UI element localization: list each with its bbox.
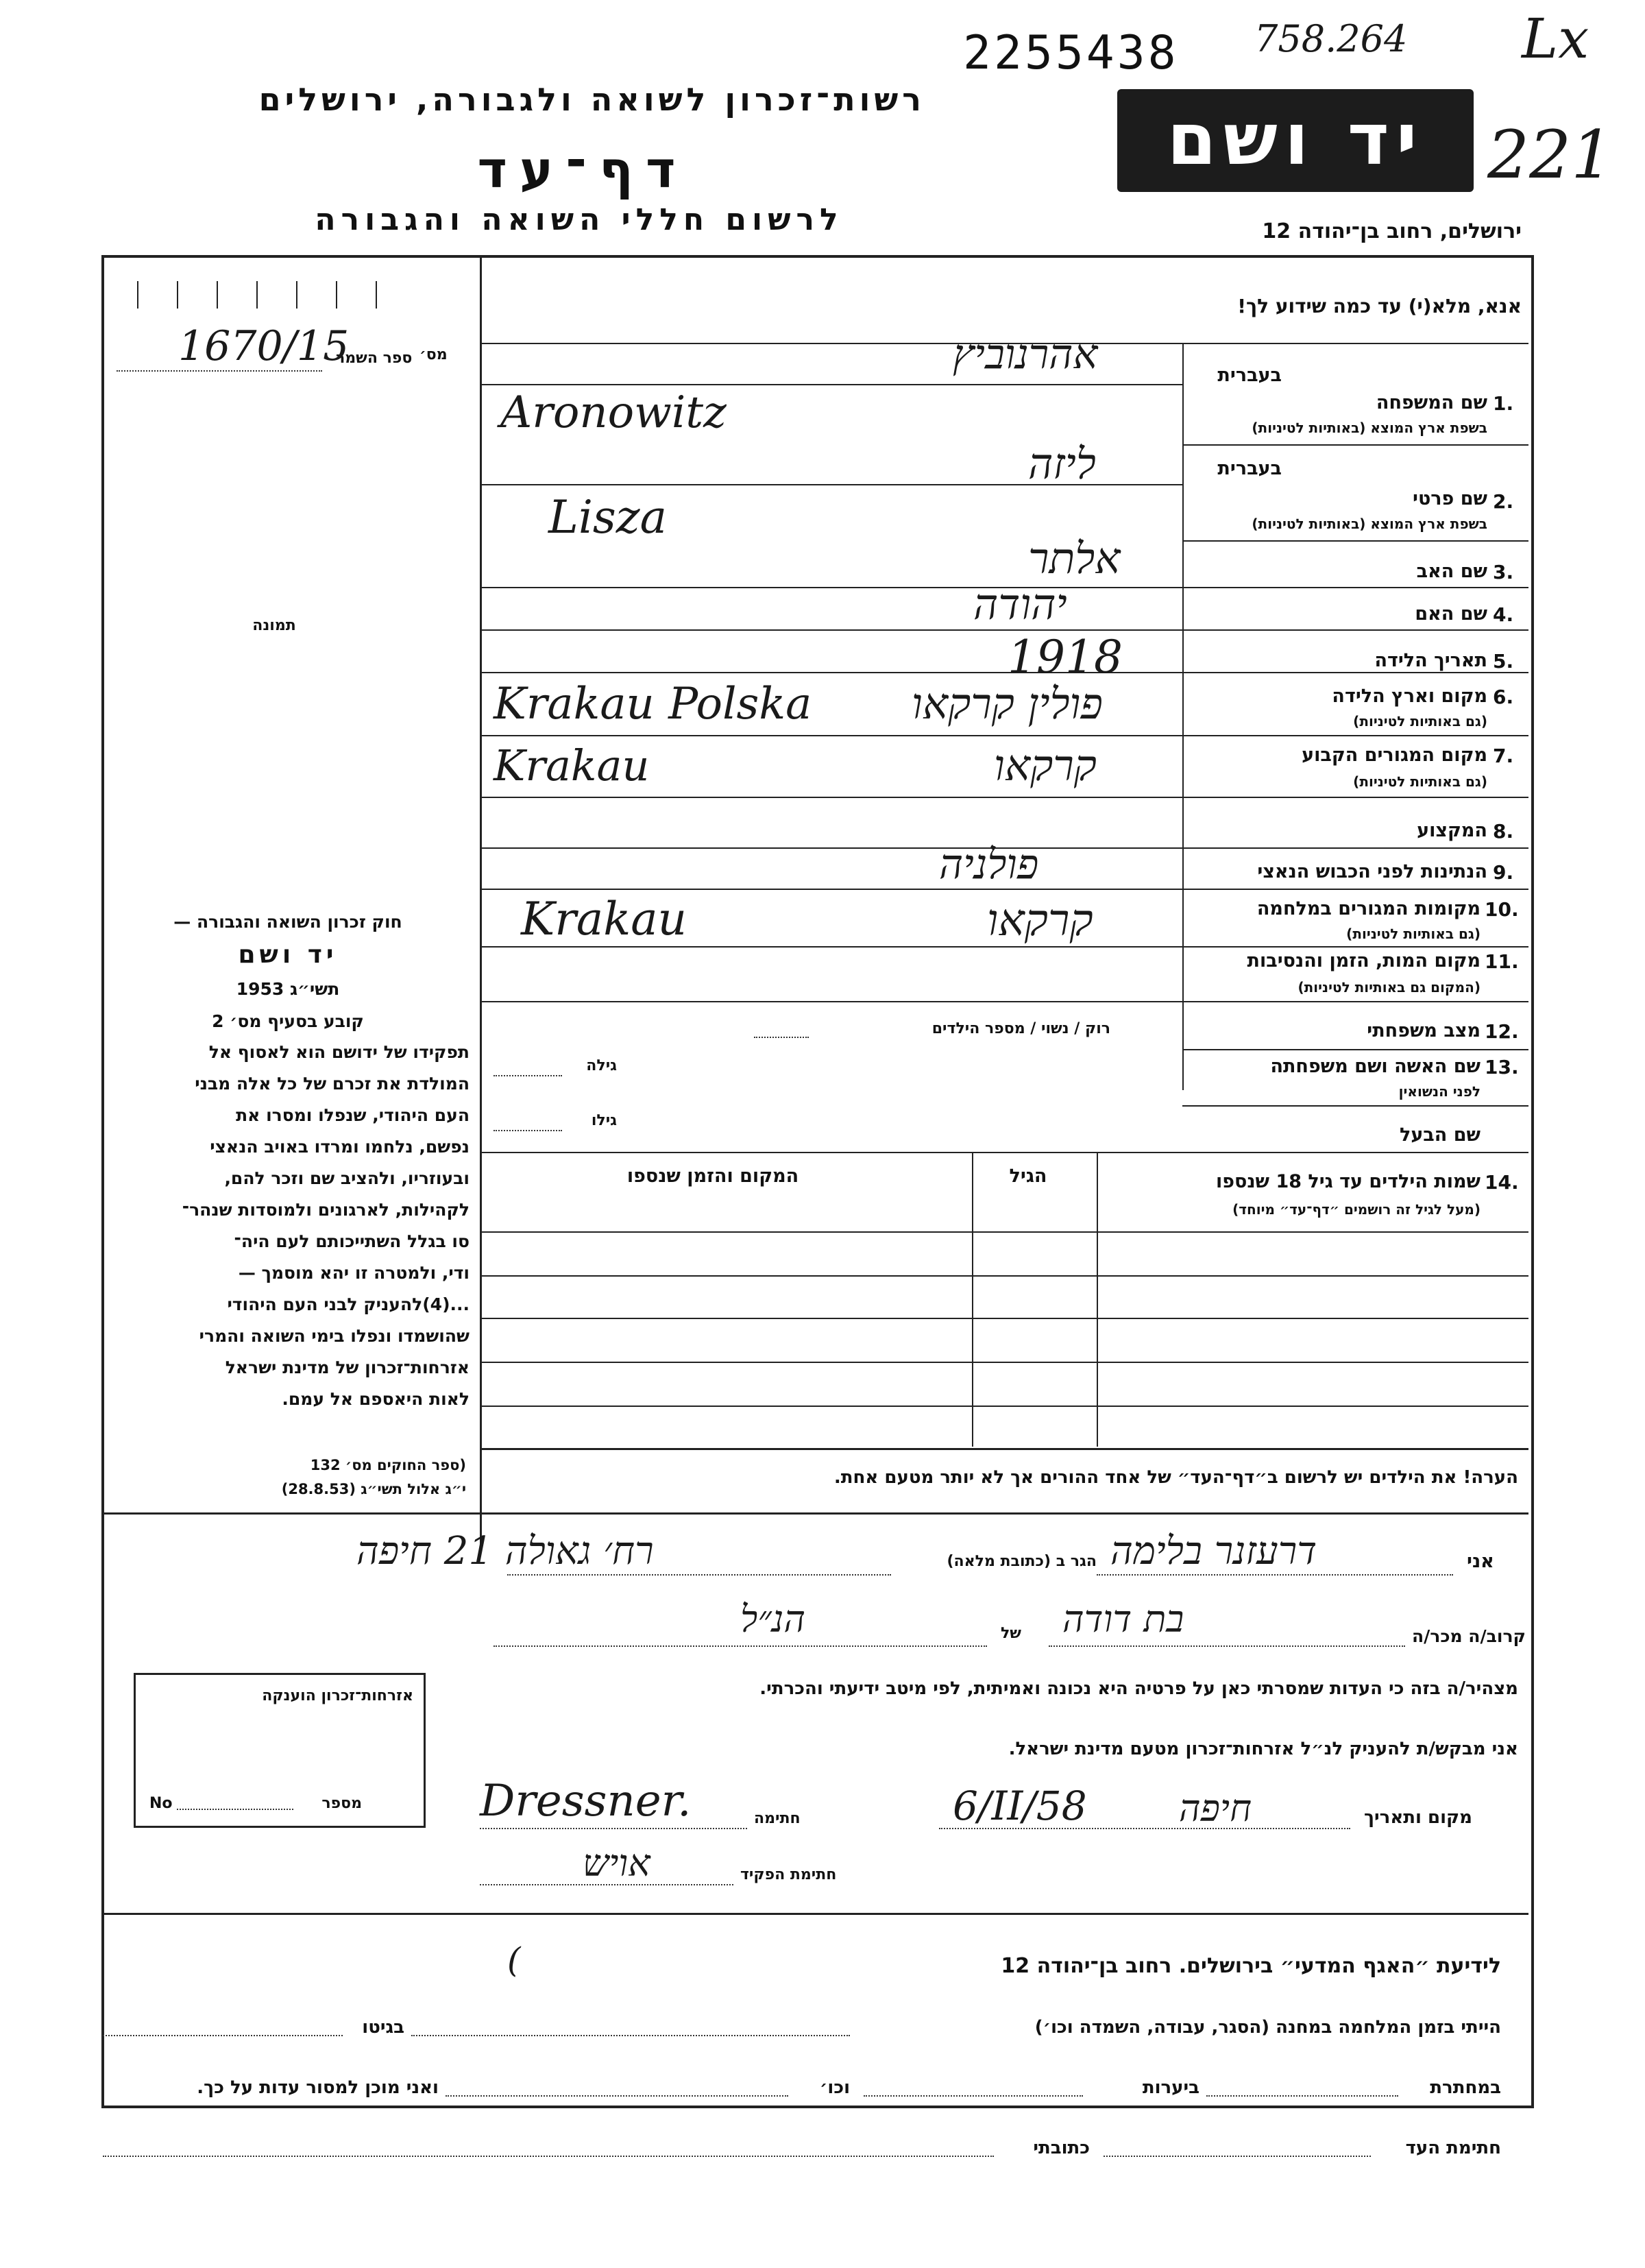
field-10-sub: (גם באותיות לטיניות)	[1346, 926, 1480, 942]
right-column-divider	[1182, 343, 1184, 1090]
law-name: יד ושם	[238, 941, 338, 969]
footer-line2-etc: וכו׳	[819, 2077, 850, 2098]
decl-signature-label: חתימה	[754, 1810, 801, 1827]
decl-witness-address: רח׳ גאולה 21 חיפה	[356, 1529, 654, 1573]
intro-instruction: אנא, מלא(י) עד כמה שידוע לך!	[1237, 295, 1522, 317]
law-reference: (ספר החוקים מס׳ 132	[310, 1457, 466, 1473]
law-year: תשי״ג 1953	[236, 979, 340, 999]
field-7-sub: (גם באותיות לטיניות)	[1353, 773, 1487, 790]
field-13-age-husband: גילו	[591, 1112, 617, 1129]
footer-line3-address: כתובתי	[1033, 2138, 1090, 2158]
decl-officer-label: חתימת הפקיד	[740, 1866, 837, 1883]
decl-resident: הגר ב (כתובת מלאה)	[947, 1553, 1097, 1570]
law-text-line: שהושמדו ונפלו בימי השואה והמרי	[199, 1326, 470, 1346]
photo-label: תמונה	[252, 617, 296, 634]
footer-line2-forests: ביערות	[1142, 2077, 1199, 2098]
decl-relation-of: הנ״ל	[740, 1597, 805, 1641]
field-1-lang: בעברית	[1217, 365, 1282, 386]
children-col-place: המקום והזמן שנספו	[626, 1166, 799, 1187]
decl-witness-name: דרעזנר בלימה	[1110, 1529, 1317, 1573]
field-1-value-latin: Aronowitz	[500, 387, 727, 438]
law-text-line: ודי, ולמטרה זו יהא מוסמך —	[238, 1263, 470, 1283]
decl-place-date: מקום ותאריך	[1364, 1807, 1472, 1828]
law-text-line: תפקידו של ידושם הוא לאסוף אל	[208, 1042, 470, 1062]
field-6-value-hebrew: פולין קרקאו	[912, 679, 1103, 729]
field-11-label: מקום המות, הזמן והנסיבות	[1247, 950, 1480, 972]
field-1-value-hebrew: אהרנוביץ	[953, 330, 1098, 378]
children-label: שמות הילדים עד גיל 18 שנספו	[1215, 1171, 1480, 1192]
field-12-number: 12.	[1485, 1020, 1519, 1043]
field-2-value-latin: Lisza	[548, 491, 667, 544]
decl-of: של	[1001, 1625, 1021, 1642]
field-13-label: שם האשה ושם משפחתה	[1270, 1056, 1480, 1077]
field-3-label: שם האב	[1416, 561, 1487, 582]
decl-relation: בת דודה	[1062, 1597, 1184, 1641]
law-text-line: אזרחות־זכרון של מדינת ישראל	[225, 1358, 470, 1377]
registry-label-book: ספר השמר	[336, 350, 413, 367]
law-text-line: ...(4)להעניק לבני העם היהודי	[227, 1294, 470, 1314]
field-2-number: 2.	[1493, 490, 1514, 513]
page-number: 221	[1487, 117, 1613, 193]
decl-date-value: 6/II/58	[953, 1783, 1087, 1829]
footer-line1-camp: הייתי בזמן המלחמה במחנה (הסגר, עבודה, השמדה וכו׳)	[1034, 2017, 1501, 2038]
decl-request: אני מבקש/ת להעניק לנ״ל אזרחות־זכרון מטעם מדינת ישראל.	[1008, 1739, 1518, 1759]
field-1-sub: בשפת ארץ המוצא (באותיות לטיניות)	[1252, 420, 1487, 436]
law-text-line: לקהילות, לארגונים ולמוסדות שנהר־	[182, 1200, 470, 1220]
decl-officer-value: אויש	[583, 1842, 650, 1885]
field-4-value: יהודה	[973, 579, 1067, 629]
footer-line2-underground: במחתרת	[1430, 2077, 1501, 2098]
decl-i: אני	[1467, 1551, 1494, 1572]
law-reference-date: י״ג אלול תשי״ג (28.8.53)	[281, 1481, 466, 1497]
field-12-label: מצב משפחתי	[1367, 1020, 1480, 1041]
law-text-line: סו בגלל השתייכותם לעם היה־	[234, 1231, 470, 1251]
decl-relative: קרוב/ה מכר/ה	[1412, 1626, 1526, 1646]
corner-initials: Lx	[1522, 7, 1589, 71]
footer-tick: (	[507, 1940, 521, 1980]
field-5-label: תאריך הלידה	[1374, 650, 1487, 671]
field-4-number: 4.	[1493, 603, 1514, 626]
field-9-number: 9.	[1493, 861, 1514, 884]
logo-text: יד ושם	[1167, 97, 1424, 181]
field-13-sub: לפני הנשואין	[1398, 1083, 1480, 1100]
field-7-number: 7.	[1493, 745, 1514, 767]
field-7-value-hebrew: קרקאו	[994, 740, 1097, 791]
field-7-label: מקום המגורים הקבוע	[1302, 745, 1487, 766]
law-text-line: לאות היאספם אל עמם.	[282, 1389, 470, 1409]
field-2-lang: בעברית	[1217, 458, 1282, 479]
field-2-label: שם פרטי	[1413, 488, 1487, 509]
field-5-value: 1918	[1008, 631, 1123, 684]
decl-signature-value: Dressner.	[480, 1776, 692, 1826]
address: ירושלים, רחוב בן־יהודה 12	[1262, 219, 1522, 243]
field-10-value-latin: Krakau	[521, 893, 687, 945]
field-10-value-hebrew: קרקאו	[987, 895, 1093, 946]
law-text-line: העם היהודי, שנפלו ומסרו את	[236, 1105, 470, 1125]
children-number: 14.	[1485, 1171, 1519, 1194]
authority-name: רשות־זכרון לשואה ולגבורה, ירושלים	[258, 81, 925, 118]
citizenship-stamp-box	[134, 1673, 426, 1828]
footer-line3-witness-sig: חתימת העד	[1405, 2138, 1501, 2158]
field-2-sub: בשפת ארץ המוצא (באותיות לטיניות)	[1252, 516, 1487, 532]
field-11-number: 11.	[1485, 950, 1519, 973]
field-4-label: שם האם	[1415, 603, 1487, 625]
stamp-box-number: מספר	[321, 1795, 362, 1812]
form-subtitle: לרשום חללי השואה והגבורה	[315, 202, 844, 237]
field-8-label: המקצוע	[1417, 820, 1487, 841]
stamp-box-title: אזרחות־זכרון הוענקה	[262, 1687, 413, 1704]
field-12-options: רוק / נשוי / מספר הילדים	[931, 1020, 1110, 1037]
registry-label: מס׳	[419, 346, 448, 363]
law-text-line: נפשם, נלחמו ומרדו באויב הנאצי	[210, 1137, 470, 1157]
registry-ticks	[137, 281, 452, 309]
field-1-label: שם המשפחה	[1376, 392, 1487, 413]
field-6-label: מקום וארץ הלידה	[1332, 686, 1487, 707]
form-title: דף־עד	[477, 141, 688, 200]
corner-note: 758.264	[1254, 17, 1408, 60]
footer-line1-ghetto: בגיטו	[362, 2017, 404, 2038]
footer-separator	[101, 1913, 1528, 1915]
decl-place-value: חיפה	[1179, 1787, 1252, 1830]
registry-line	[117, 370, 322, 372]
note: הערה! את הילדים יש לרשום ב״דף־העד״ של אחד ההורים אך לא יותר מטעם אחת.	[833, 1467, 1518, 1488]
field-3-value: אלתר	[1028, 533, 1121, 583]
law-title: חוק זכרון השואה והגבורה —	[173, 912, 402, 932]
law-clause: קובע בסעיף מס׳ 2	[212, 1011, 364, 1031]
children-sub: (מעל לגיל זה רושמים ״דף־עד״ מיוחד)	[1232, 1201, 1480, 1218]
serial-number: 2255438	[963, 26, 1179, 80]
field-7-value-latin: Krakau	[494, 740, 650, 791]
field-10-number: 10.	[1485, 898, 1519, 921]
decl-declare: מצהיר/ה בזה כי העדות שמסרתי כאן על פרטיה היא נכונה ואמיתית, לפי מיטב ידיעתי והכרתי.	[759, 1678, 1518, 1699]
field-10-label: מקומות המגורים במלחמה	[1256, 898, 1480, 919]
field-9-label: הנתינות לפני הכבוש הנאצי	[1257, 861, 1487, 882]
husband-label: שם הבעל	[1399, 1124, 1480, 1146]
registry-number: 1670/15	[178, 322, 350, 370]
field-11-sub: (המקום גם באותיות לטיניות)	[1297, 979, 1480, 996]
field-1-number: 1.	[1493, 392, 1514, 415]
law-text-line: המולדת את זכרם של כל אלה מבני	[195, 1074, 470, 1094]
footer-line2-testimony: ואני מוכן למסור עדות על כך.	[197, 2077, 439, 2098]
law-text-line: ובעוזריו, ולהציב שם וזכר להם,	[224, 1168, 470, 1188]
field-5-number: 5.	[1493, 650, 1514, 673]
field-13-age-wife: גילה	[586, 1057, 617, 1074]
field-6-value-latin: Krakau Polska	[494, 679, 812, 729]
field-13-number: 13.	[1485, 1056, 1519, 1078]
yad-vashem-logo	[1117, 89, 1474, 192]
field-3-number: 3.	[1493, 561, 1514, 583]
stamp-box-no: No	[149, 1795, 173, 1812]
field-9-value: פולניה	[939, 841, 1039, 889]
field-6-number: 6.	[1493, 686, 1514, 708]
field-2-value-hebrew: ליזה	[1028, 439, 1096, 489]
footer-heading: לידיעת ״האגף המדעי״ בירושלים. רחוב בן־יהודה 12	[1001, 1954, 1501, 1978]
field-8-number: 8.	[1493, 820, 1514, 843]
law-text	[106, 1042, 470, 1421]
field-6-sub: (גם באותיות לטיניות)	[1353, 713, 1487, 729]
children-col-age: הגיל	[1009, 1166, 1047, 1187]
left-panel-divider	[480, 255, 482, 1544]
